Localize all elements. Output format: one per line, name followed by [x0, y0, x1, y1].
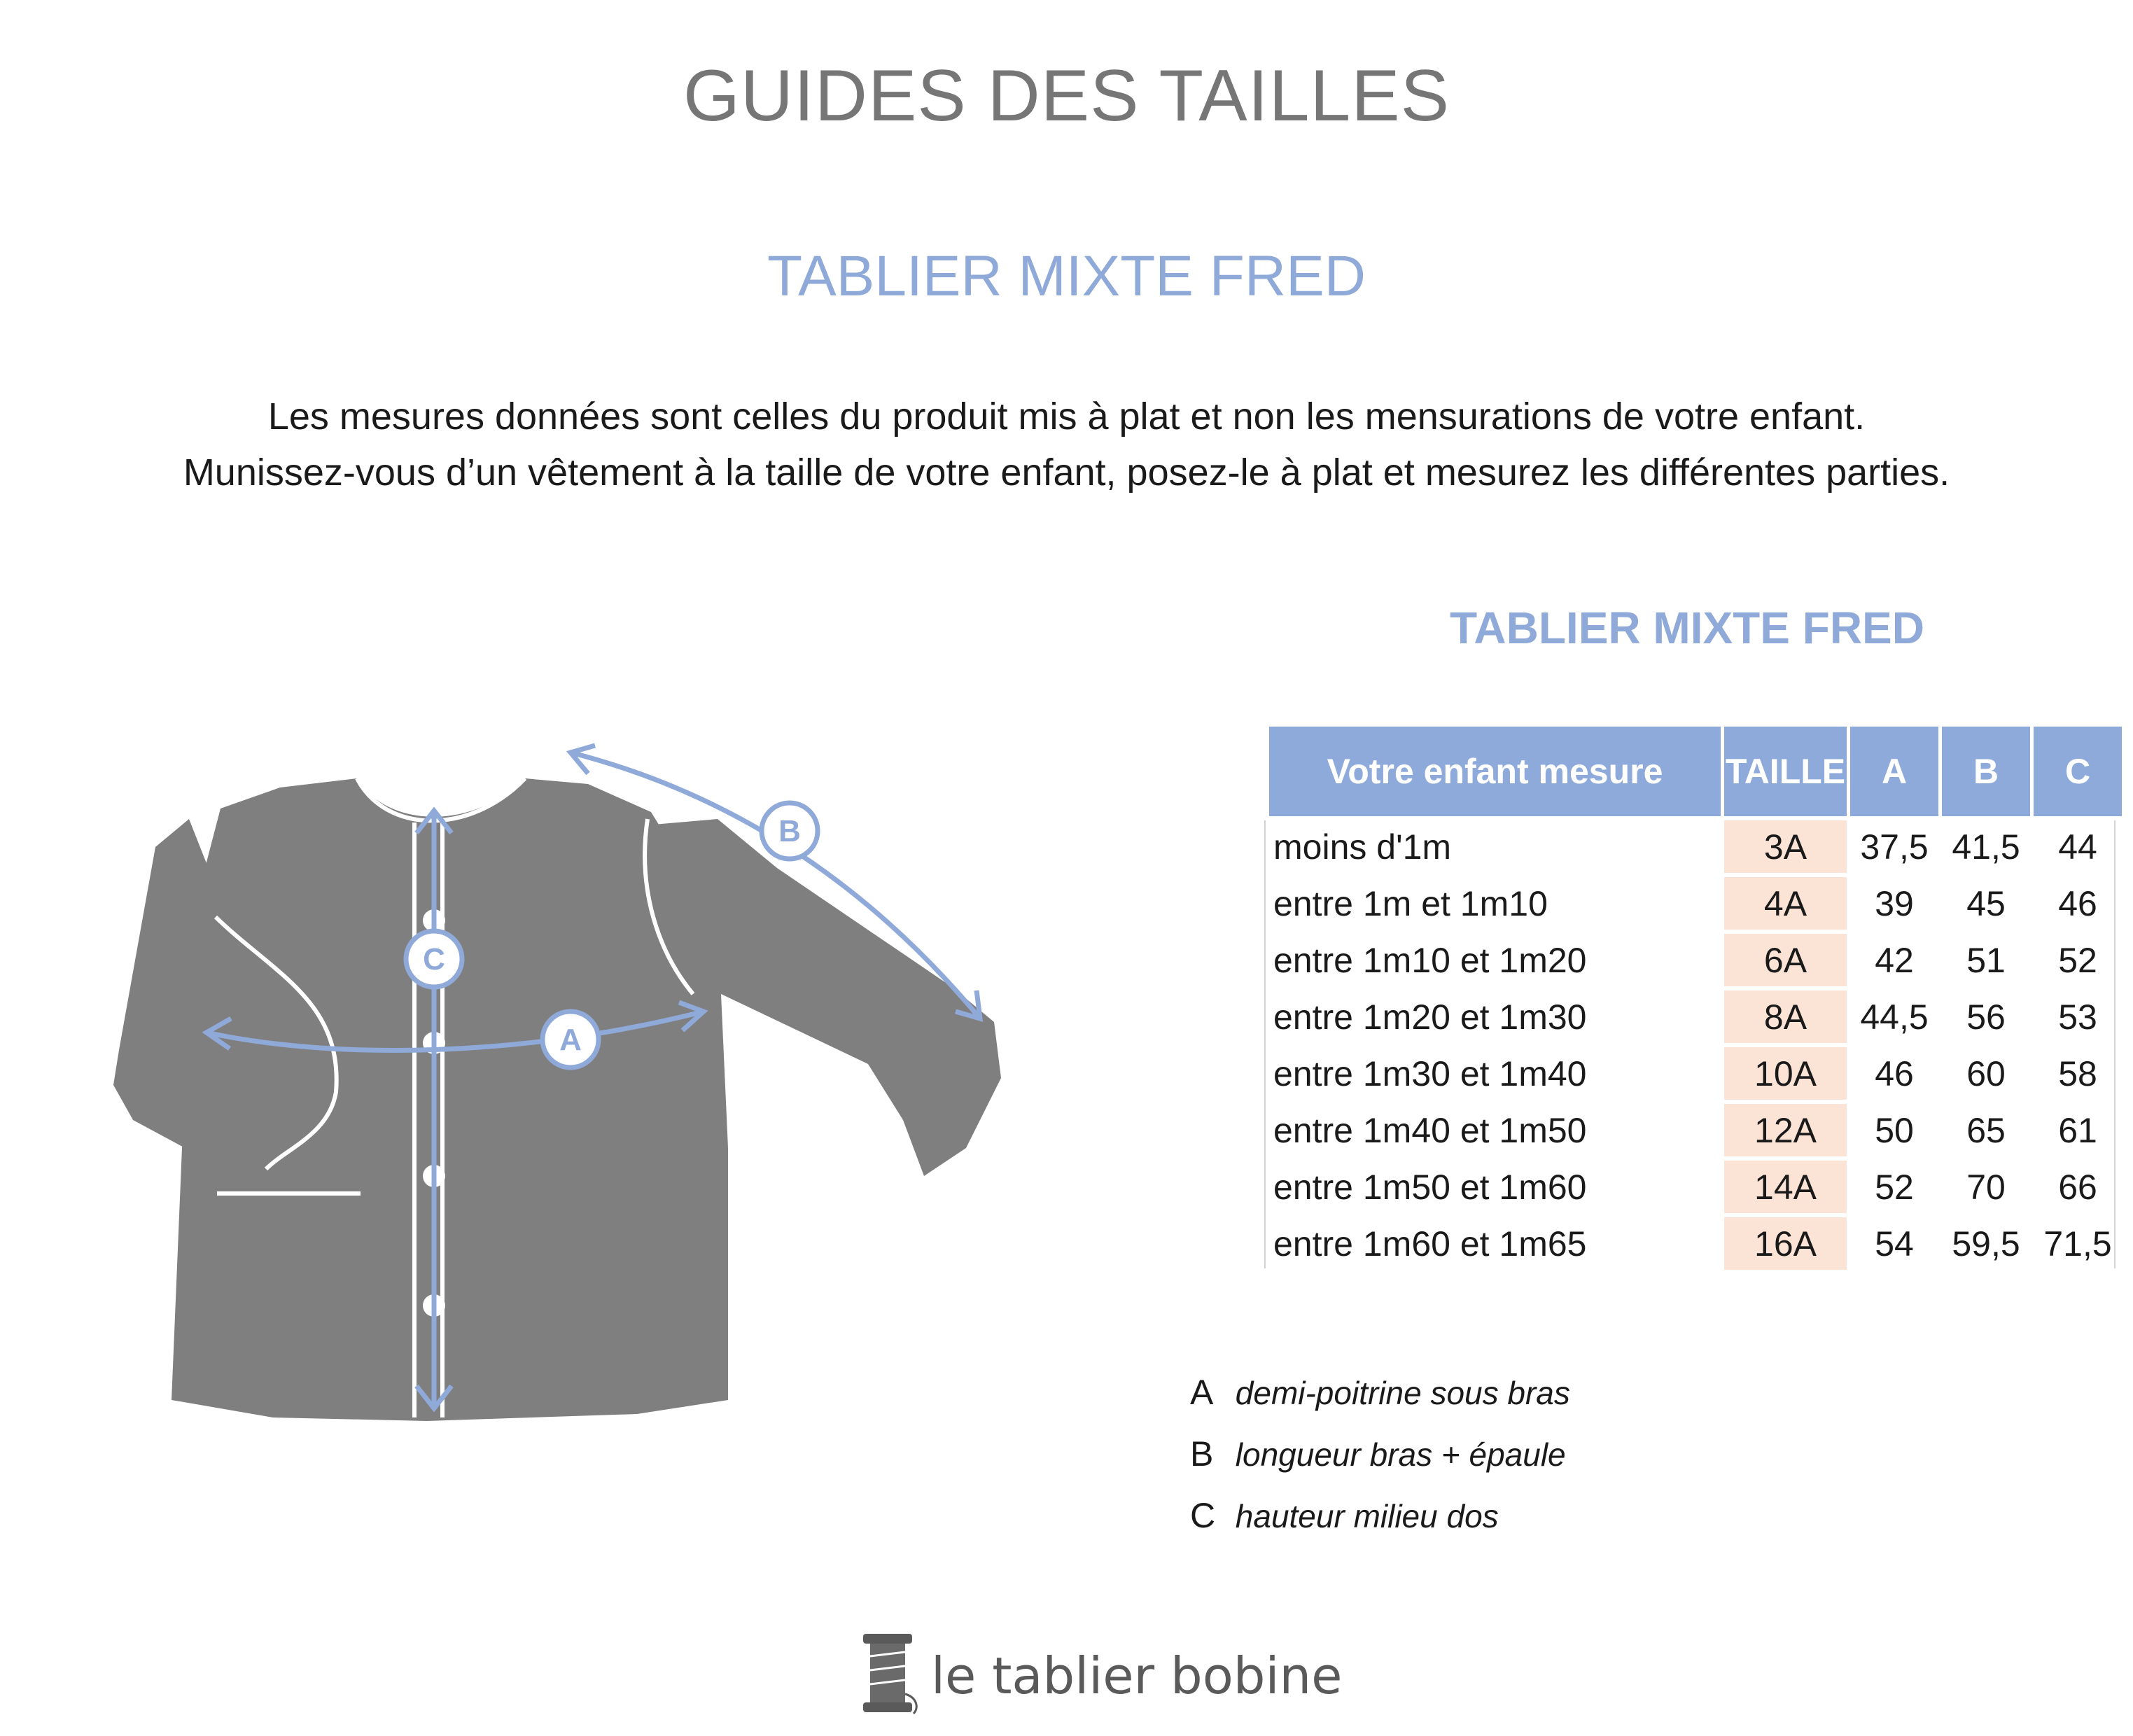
intro-line-2: Munissez-vous d’un vêtement à la taille de votre enfant, posez-le à plat et mesurez les différentes parties. — [183, 451, 1950, 493]
cell-enfant: moins d'1m — [1273, 827, 1452, 867]
table-border-left — [1264, 820, 1266, 1268]
legend-desc: hauteur milieu dos — [1235, 1498, 1499, 1534]
table-row — [1269, 990, 2122, 1043]
cell-c: 66 — [2058, 1167, 2097, 1207]
thread-spool-icon — [858, 1631, 921, 1715]
legend-item — [1190, 1423, 1570, 1485]
cell-taille: 3A — [1724, 820, 1847, 873]
header-a: A — [1850, 727, 1938, 816]
label-c: C — [423, 942, 445, 976]
cell-c: 71,5 — [2043, 1224, 2112, 1264]
table-row — [1269, 820, 2122, 873]
label-b: B — [778, 814, 801, 848]
cell-b: 60 — [1966, 1054, 2006, 1093]
table-row — [1269, 1161, 2122, 1213]
legend-letter: A — [1190, 1373, 1214, 1412]
table-header-row — [1269, 727, 2122, 816]
legend-letter: B — [1190, 1434, 1214, 1474]
cell-taille: 16A — [1724, 1217, 1847, 1270]
cell-a: 44,5 — [1860, 997, 1929, 1037]
table-row — [1269, 1047, 2122, 1100]
brand-logo-text: le tablier bobine — [931, 1646, 1343, 1705]
cell-a: 50 — [1875, 1110, 1914, 1150]
cell-b: 70 — [1966, 1167, 2006, 1207]
garment-diagram — [105, 728, 1029, 1456]
intro-line-1: Les mesures données sont celles du produit mis à plat et non les mensurations de votre enfant. — [267, 396, 1866, 438]
cell-a: 54 — [1875, 1224, 1914, 1264]
cell-taille: 10A — [1724, 1047, 1847, 1100]
cell-enfant: entre 1m10 et 1m20 — [1273, 940, 1587, 980]
measure-legend — [1190, 1362, 1570, 1546]
cell-c: 44 — [2058, 827, 2097, 867]
cell-b: 45 — [1966, 883, 2006, 923]
label-a: A — [559, 1023, 582, 1057]
header-b: B — [1942, 727, 2030, 816]
cell-c: 53 — [2058, 997, 2097, 1037]
size-table — [1266, 722, 2125, 1274]
cell-taille: 14A — [1724, 1161, 1847, 1213]
intro-text — [0, 388, 2133, 500]
cell-enfant: entre 1m40 et 1m50 — [1273, 1110, 1587, 1150]
label-b-badge — [762, 803, 818, 859]
cell-enfant: entre 1m60 et 1m65 — [1273, 1224, 1587, 1264]
cell-b: 41,5 — [1952, 827, 2020, 867]
cell-b: 65 — [1966, 1110, 2006, 1150]
label-a-badge — [543, 1011, 599, 1068]
cell-a: 39 — [1875, 883, 1914, 923]
cell-enfant: entre 1m et 1m10 — [1273, 883, 1548, 923]
table-row — [1269, 877, 2122, 930]
cell-taille: 6A — [1724, 934, 1847, 986]
cell-c: 58 — [2058, 1054, 2097, 1093]
cell-a: 46 — [1875, 1054, 1914, 1093]
header-taille: TAILLE — [1724, 727, 1847, 816]
cell-taille: 8A — [1724, 990, 1847, 1043]
cell-enfant: entre 1m30 et 1m40 — [1273, 1054, 1587, 1093]
cell-a: 37,5 — [1860, 827, 1929, 867]
label-c-badge — [406, 931, 462, 987]
legend-desc: demi-poitrine sous bras — [1235, 1375, 1570, 1411]
cell-taille: 12A — [1724, 1104, 1847, 1156]
cell-c: 61 — [2058, 1110, 2097, 1150]
cell-b: 51 — [1966, 940, 2006, 980]
product-subtitle: TABLIER MIXTE FRED — [767, 244, 1366, 308]
legend-desc: longueur bras + épaule — [1235, 1436, 1566, 1473]
legend-letter: C — [1190, 1496, 1216, 1535]
table-row — [1269, 1217, 2122, 1270]
cell-b: 59,5 — [1952, 1224, 2020, 1264]
page-title: GUIDES DES TAILLES — [683, 55, 1450, 136]
header-enfant: Votre enfant mesure — [1269, 727, 1721, 816]
header-c: C — [2034, 727, 2122, 816]
cell-c: 52 — [2058, 940, 2097, 980]
table-border-right — [2114, 820, 2115, 1268]
cell-a: 42 — [1875, 940, 1914, 980]
table-title: TABLIER MIXTE FRED — [1450, 603, 1924, 653]
cell-c: 46 — [2058, 883, 2097, 923]
cell-a: 52 — [1875, 1167, 1914, 1207]
table-row — [1269, 934, 2122, 986]
cell-b: 56 — [1966, 997, 2006, 1037]
legend-item — [1190, 1485, 1570, 1546]
cell-taille: 4A — [1724, 877, 1847, 930]
cell-enfant: entre 1m20 et 1m30 — [1273, 997, 1587, 1037]
legend-item — [1190, 1362, 1570, 1423]
table-row — [1269, 1104, 2122, 1156]
cell-enfant: entre 1m50 et 1m60 — [1273, 1167, 1587, 1207]
